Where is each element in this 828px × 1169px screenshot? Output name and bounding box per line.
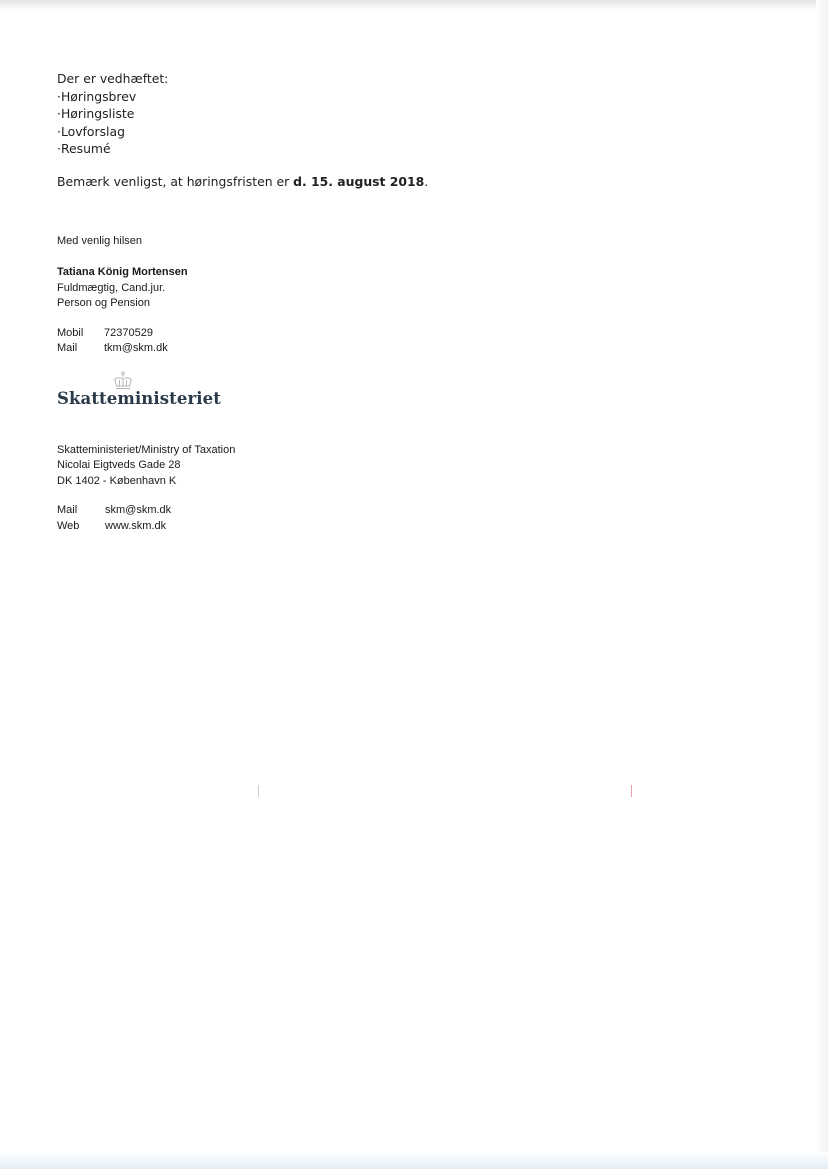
email-link[interactable]: tkm@skm.dk bbox=[104, 342, 168, 354]
signer-contact bbox=[57, 326, 757, 357]
organization-city: DK 1402 - København K bbox=[57, 474, 177, 487]
org-contact-row-web bbox=[57, 519, 757, 535]
organization-name: Skatteministeriet/Ministry of Taxation bbox=[57, 443, 236, 456]
deadline-notice bbox=[57, 174, 757, 189]
contact-label: Mobil bbox=[57, 326, 84, 339]
organization-address bbox=[57, 443, 757, 490]
attachments-section bbox=[57, 70, 757, 158]
contact-row-mail bbox=[57, 341, 757, 357]
org-contact-row-mail bbox=[57, 503, 757, 519]
organization-contact bbox=[57, 503, 757, 534]
scan-mark bbox=[258, 785, 259, 797]
deadline-date: d. 15. august 2018 bbox=[293, 173, 425, 189]
signer-block bbox=[57, 265, 757, 312]
organization-street: Nicolai Eigtveds Gade 28 bbox=[57, 459, 181, 471]
contact-row-mobile bbox=[57, 326, 757, 342]
notice-prefix: Bemærk venligst, at høringsfristen er bbox=[57, 173, 294, 189]
letter-body bbox=[57, 70, 757, 534]
notice-suffix: . bbox=[424, 173, 429, 189]
contact-label: Mail bbox=[57, 504, 78, 516]
attachments-heading: Der er vedhæftet: bbox=[57, 71, 169, 86]
crown-icon bbox=[111, 371, 135, 391]
contact-label: Mail bbox=[57, 342, 78, 354]
attachment-item: · Høringsliste bbox=[57, 105, 757, 123]
scan-mark bbox=[631, 785, 632, 797]
signer-title: Fuldmægtig, Cand.jur. bbox=[57, 281, 166, 294]
website-link[interactable]: www.skm.dk bbox=[105, 519, 167, 532]
ministry-logo bbox=[57, 371, 757, 421]
attachment-item: · Lovforslag bbox=[57, 123, 757, 141]
attachment-item: · Høringsbrev bbox=[57, 88, 757, 106]
scan-edge-top bbox=[0, 0, 828, 10]
attachment-item: · Resumé bbox=[57, 140, 757, 158]
contact-label: Web bbox=[57, 519, 80, 532]
signer-department: Person og Pension bbox=[57, 297, 150, 309]
ministry-wordmark: Skatteministeriet bbox=[57, 388, 221, 408]
phone-number: 72370529 bbox=[104, 326, 153, 339]
greeting: Med venlig hilsen bbox=[57, 234, 142, 247]
org-email-link[interactable]: skm@skm.dk bbox=[105, 504, 172, 516]
scan-edge-bottom bbox=[0, 1152, 828, 1169]
scan-edge-right bbox=[816, 0, 828, 1169]
signer-name: Tatiana König Mortensen bbox=[57, 266, 188, 278]
